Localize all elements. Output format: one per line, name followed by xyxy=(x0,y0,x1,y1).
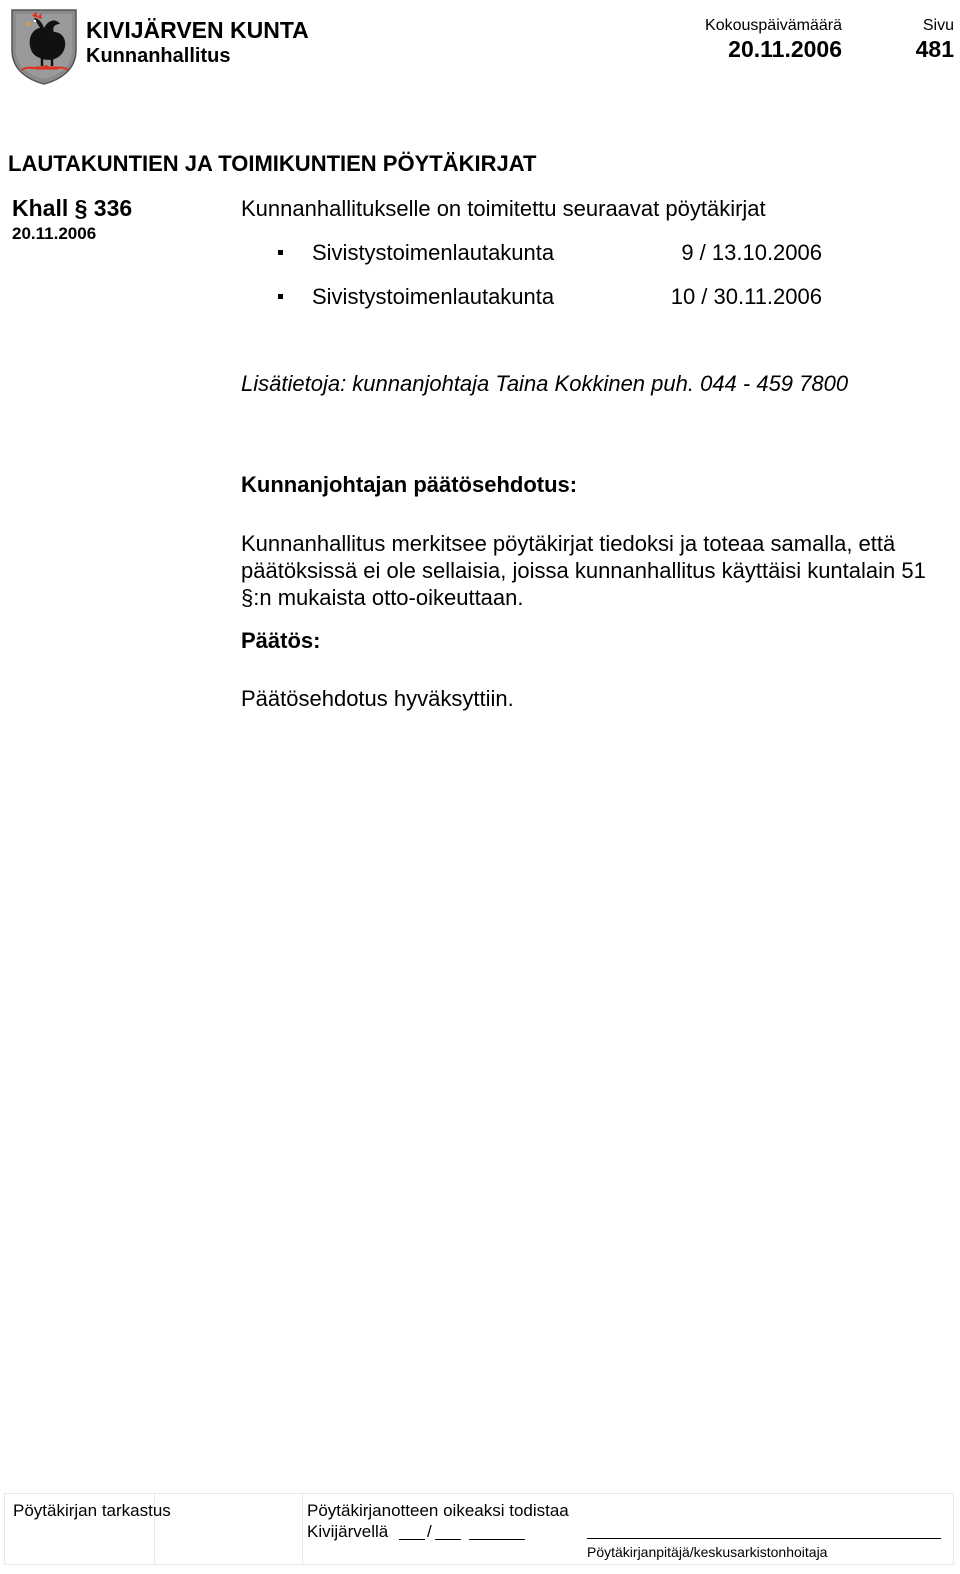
coat-of-arms-rooster-icon xyxy=(8,6,80,86)
meeting-date-label: Kokouspäivämäärä xyxy=(705,17,842,34)
day-line xyxy=(399,1539,425,1540)
minutes-number: 10 / 30.11.2006 xyxy=(670,284,822,309)
page-number: 481 xyxy=(915,36,954,62)
committee-name: Sivistystoimenlautakunta xyxy=(312,240,555,265)
month-line xyxy=(435,1539,461,1540)
place-label: Kivijärvellä xyxy=(307,1522,389,1541)
paragraph-reference: Khall § 336 xyxy=(12,195,133,221)
organization-name: KIVIJÄRVEN KUNTA xyxy=(86,17,309,43)
date-separator: / xyxy=(427,1522,432,1541)
contact-info: Lisätietoja: kunnanjohtaja Taina Kokkinen puh. 044 - 459 7800 xyxy=(241,371,849,396)
page-label: Sivu xyxy=(922,17,954,34)
section-title: LAUTAKUNTIEN JA TOIMIKUNTIEN PÖYTÄKIRJAT xyxy=(8,151,537,176)
footer-review-signature-cell xyxy=(155,1494,303,1564)
bullet-icon xyxy=(278,294,283,299)
committee-name: Sivistystoimenlautakunta xyxy=(312,284,555,309)
proposal-heading: Kunnanjohtajan päätösehdotus: xyxy=(241,472,578,497)
footer-certify-cell xyxy=(303,1494,583,1564)
bullet-icon xyxy=(278,250,283,255)
paragraph-date: 20.11.2006 xyxy=(12,224,97,243)
footer-signature-box xyxy=(4,1493,954,1565)
year-line xyxy=(469,1539,525,1540)
certify-label: Pöytäkirjanotteen oikeaksi todistaa xyxy=(307,1501,569,1520)
signer-title: Pöytäkirjanpitäjä/keskusarkistonhoitaja xyxy=(587,1544,828,1560)
organization-body: Kunnanhallitus xyxy=(86,45,231,67)
proposal-text: Kunnanhallitus merkitsee pöytäkirjat tiedoksi ja toteaa samalla, että päätöksissä ei ole sellaisia, joissa kunnanhallitus käyttäisi kuntalain 51 §:n mukaista otto-oikeuttaan. xyxy=(241,531,926,610)
decision-heading: Päätös: xyxy=(241,628,321,653)
footer-review-cell xyxy=(5,1494,171,1564)
minutes-number: 9 / 13.10.2006 xyxy=(681,240,822,265)
decision-text: Päätösehdotus hyväksyttiin. xyxy=(241,686,514,711)
intro-text: Kunnanhallitukselle on toimitettu seuraavat pöytäkirjat xyxy=(241,196,766,221)
signature-line xyxy=(587,1538,941,1539)
meeting-date-value: 20.11.2006 xyxy=(728,36,842,62)
review-label: Pöytäkirjan tarkastus xyxy=(13,1501,171,1520)
